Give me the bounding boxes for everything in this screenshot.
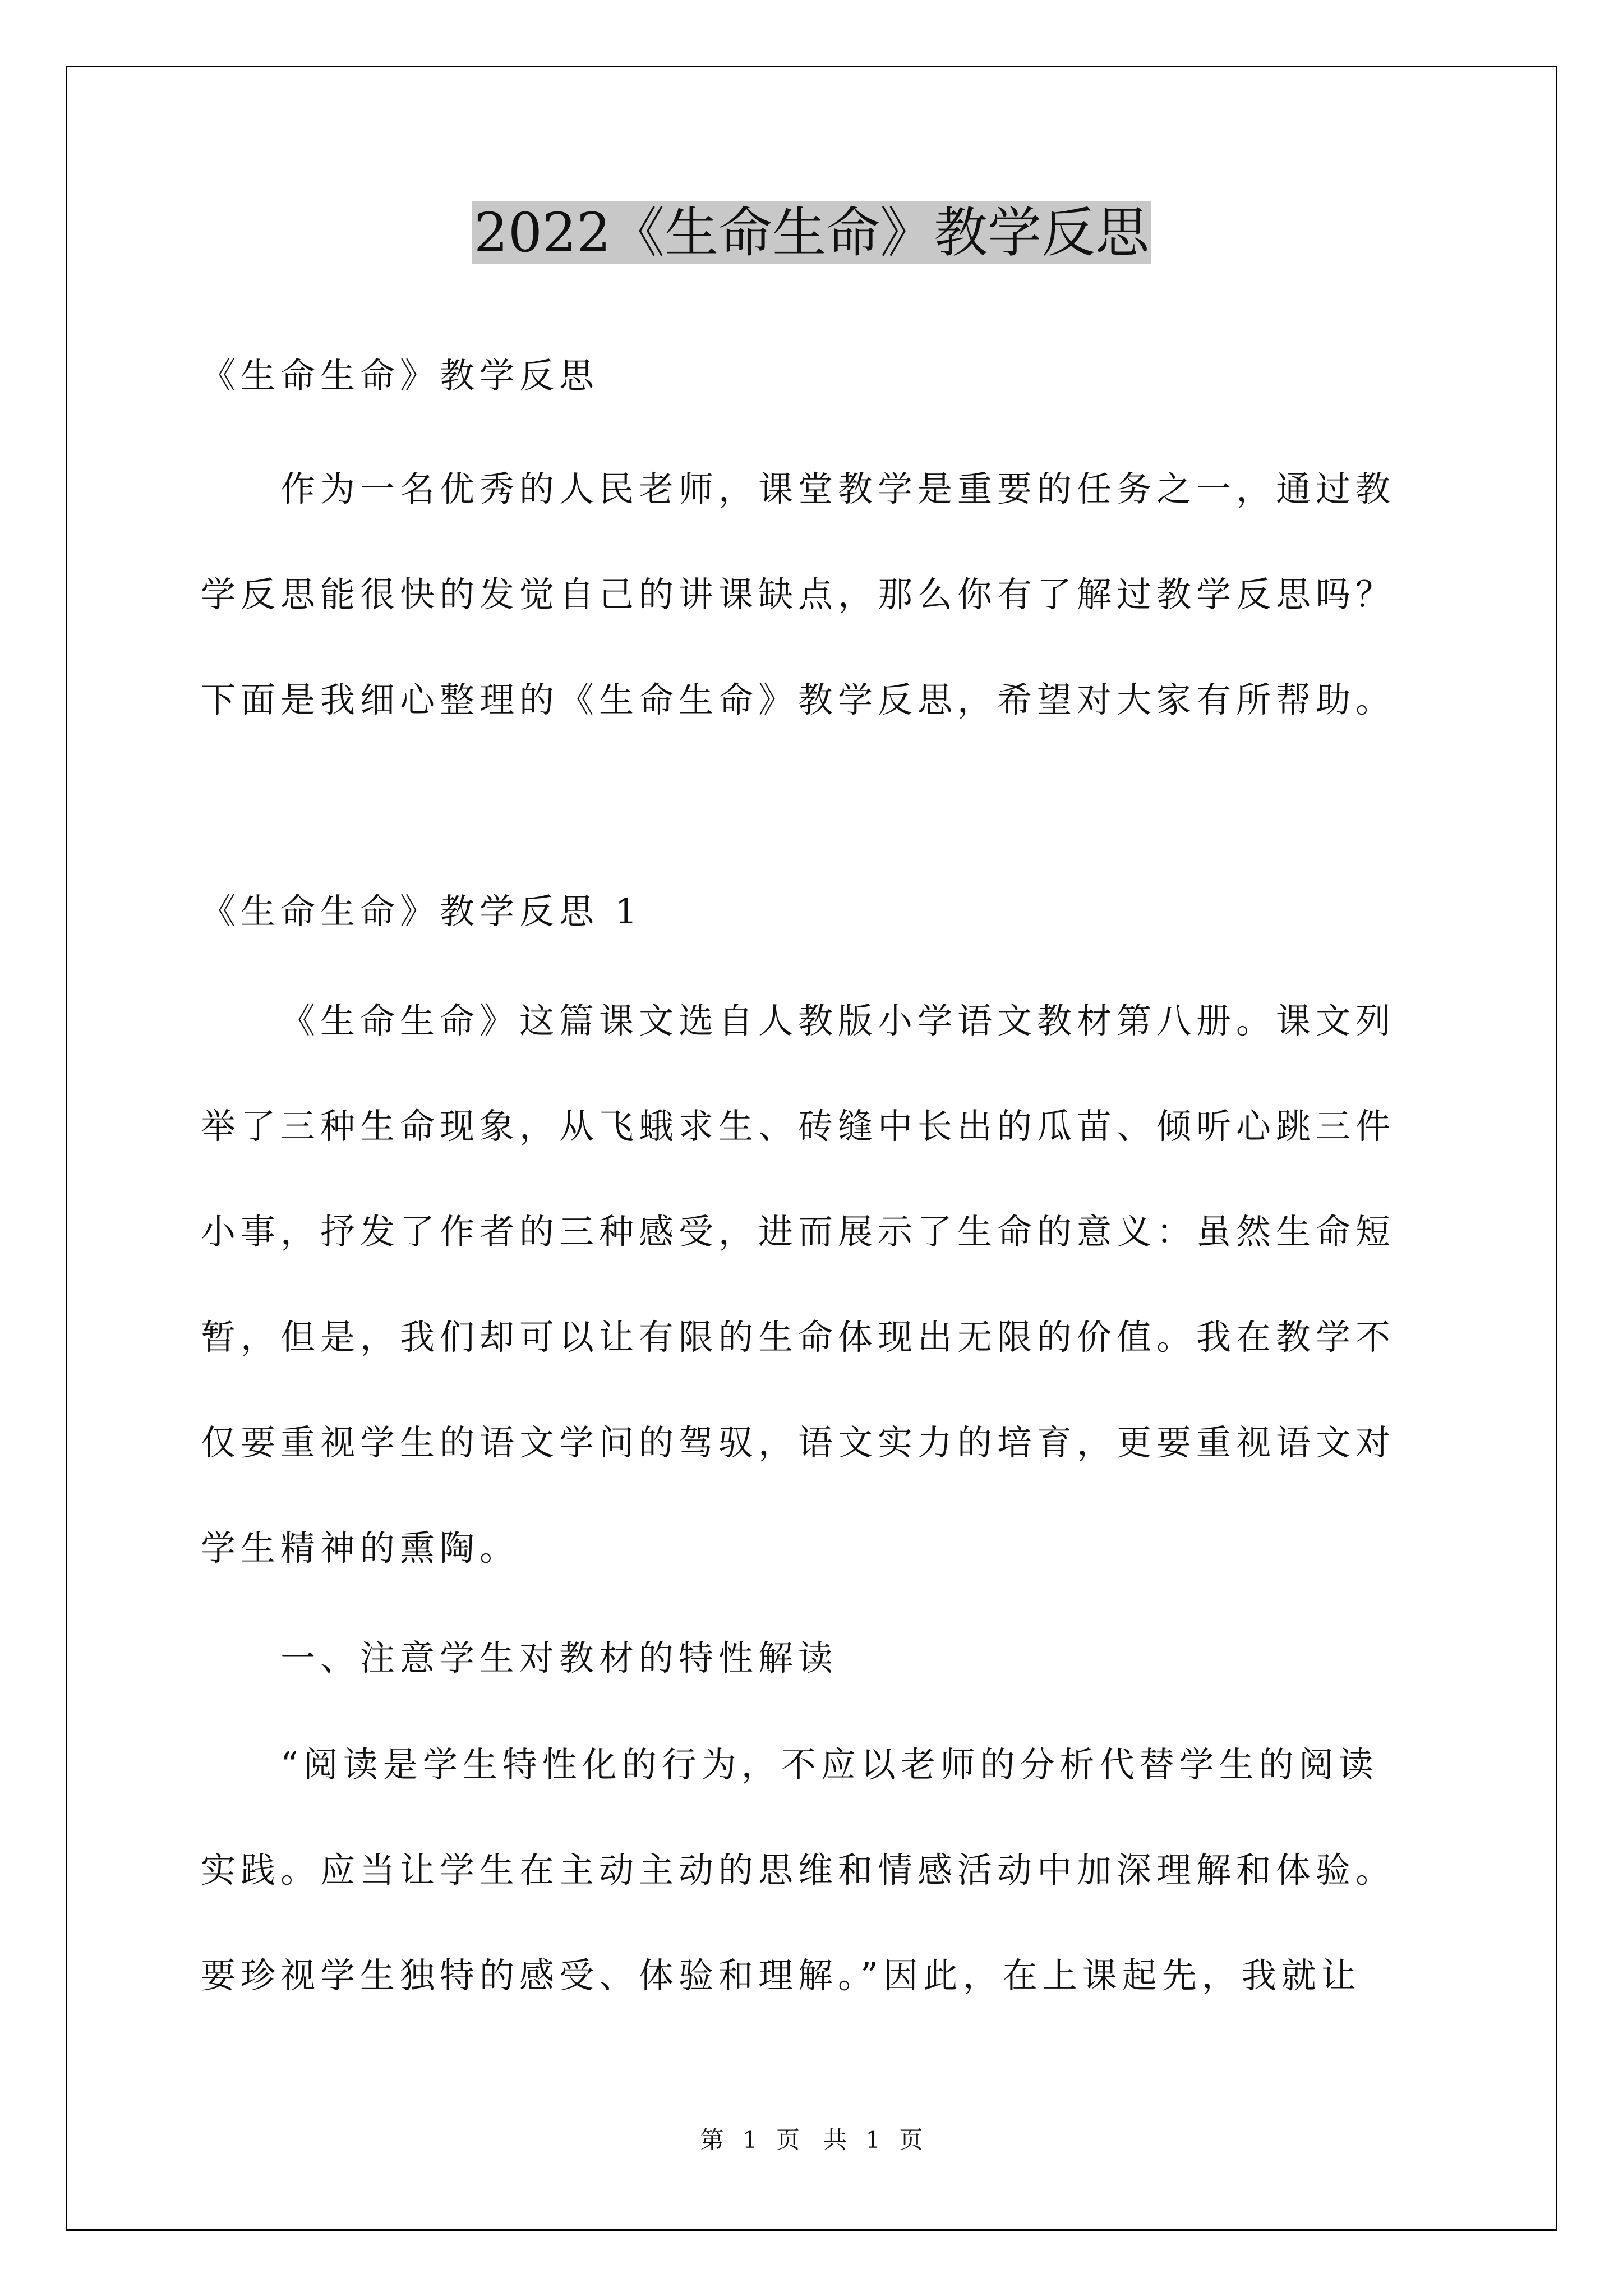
- paragraph-line: 小事，抒发了作者的三种感受，进而展示了生命的意义：虽然生命短: [201, 1211, 1396, 1252]
- intro-line: 作为一名优秀的人民老师，课堂教学是重要的任务之一，通过教: [280, 468, 1396, 509]
- paragraph-line: 仅要重视学生的语文学问的驾驭，语文实力的培育，更要重视语文对: [201, 1422, 1396, 1463]
- intro-line: 下面是我细心整理的《生命生命》教学反思，希望对大家有所帮助。: [201, 679, 1396, 720]
- page-footer: 第 1 页 共 1 页: [700, 2126, 923, 2154]
- intro-line: 学反思能很快的发觉自己的讲课缺点，那么你有了解过教学反思吗？: [201, 574, 1396, 615]
- section-heading: 《生命生命》教学反思 1: [201, 891, 643, 932]
- paragraph-line: 学生精神的熏陶。: [201, 1527, 520, 1568]
- document-title-text: 2022《生命生命》教学反思: [472, 201, 1151, 264]
- point-heading: 一、注意学生对教材的特性解读: [280, 1637, 838, 1678]
- paragraph-line: 《生命生命》这篇课文选自人教版小学语文教材第八册。课文列: [280, 1000, 1396, 1041]
- quote-line: 要珍视学生独特的感受、体验和理解。”因此，在上课起先，我就让: [201, 1955, 1361, 1996]
- subtitle: 《生命生命》教学反思: [201, 355, 600, 396]
- paragraph-line: 举了三种生命现象，从飞蛾求生、砖缝中长出的瓜苗、倾听心跳三件: [201, 1106, 1396, 1147]
- paragraph-line: 暂，但是，我们却可以让有限的生命体现出无限的价值。我在教学不: [201, 1317, 1396, 1358]
- document-title: [0, 196, 1623, 269]
- quote-line: 实践。应当让学生在主动主动的思维和情感活动中加深理解和体验。: [201, 1849, 1396, 1890]
- quote-line: “阅读是学生特性化的行为，不应以老师的分析代替学生的阅读: [280, 1744, 1378, 1785]
